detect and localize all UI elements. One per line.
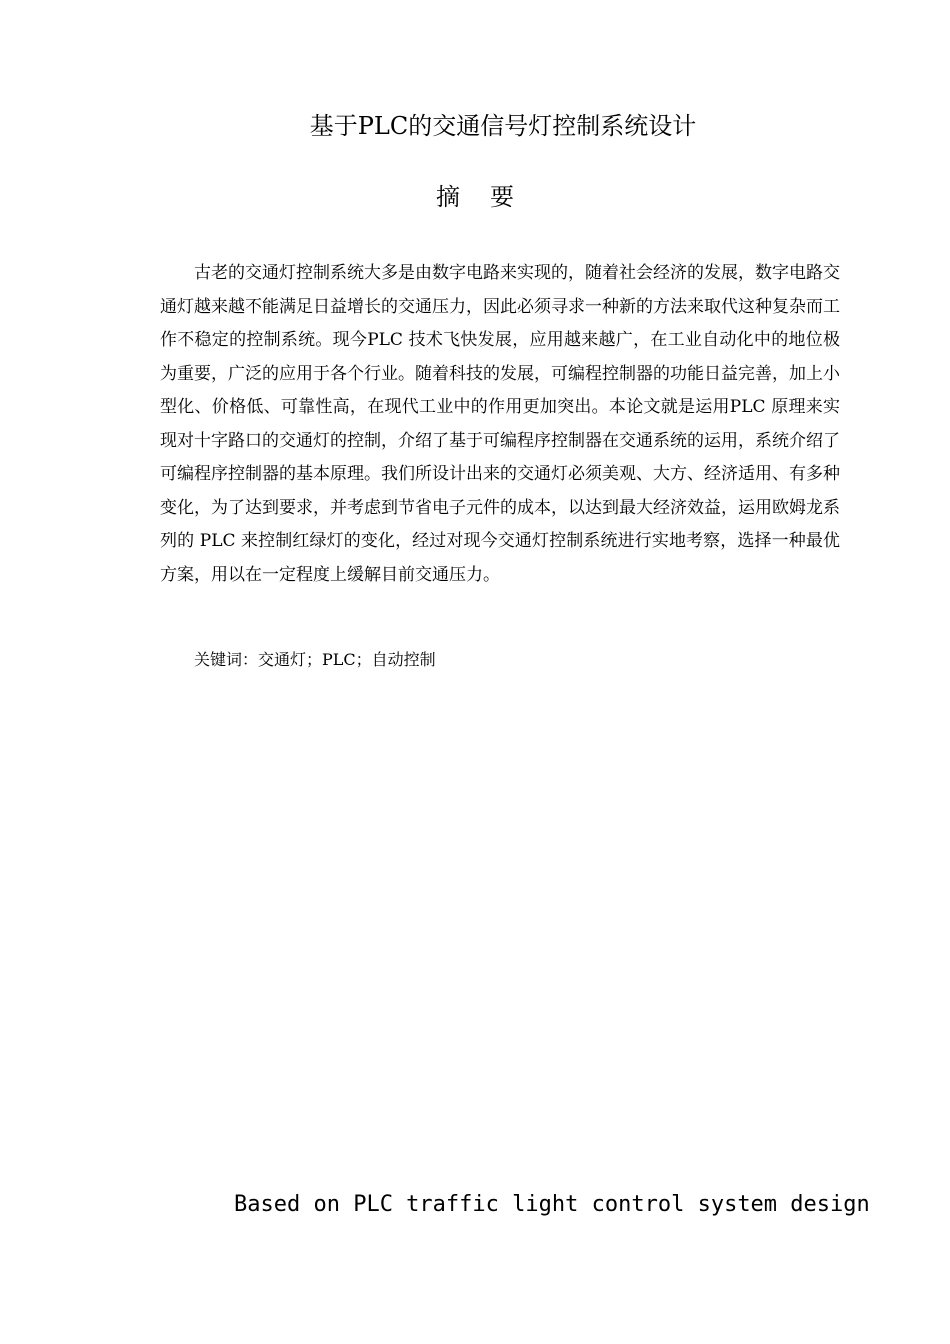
english-title: Based on PLC traffic light control system design [234, 1192, 870, 1217]
keywords-line: 关键词：交通灯；PLC；自动控制 [194, 650, 436, 669]
page-title: 基于PLC的交通信号灯控制系统设计 [309, 112, 697, 140]
abstract-heading: 摘要 [436, 183, 544, 211]
abstract-body: 古老的交通灯控制系统大多是由数字电路来实现的，随着社会经济的发展，数字电路交通灯越来越不能满足日益增长的交通压力，因此必须寻求一种新的方法来取代这种复杂而工作不稳定的控制系统。现今PLC 技术飞快发展，应用越来越广，在工业自动化中的地位极为重要，广泛的应用于各个行业。随着科技的发展，可编程控制器的功能日益完善，加上小型化、价格低、可靠性高，在现代工业中的作用更加突出。本论文就是运用PLC 原理来实现对十字路口的交通灯的控制，介绍了基于可编程序控制器在交通系统的运用，系统介绍了可编程序控制器的基本原理。我们所设计出来的交通灯必须美观、大方、经济适用、有多种变化，为了达到要求，并考虑到节省电子元件的成本，以达到最大经济效益，运用欧姆龙系列的 PLC 来控制红绿灯的变化，经过对现今交通灯控制系统进行实地考察，选择一种最优方案，用以在一定程度上缓解目前交通压力。 [160, 263, 840, 585]
